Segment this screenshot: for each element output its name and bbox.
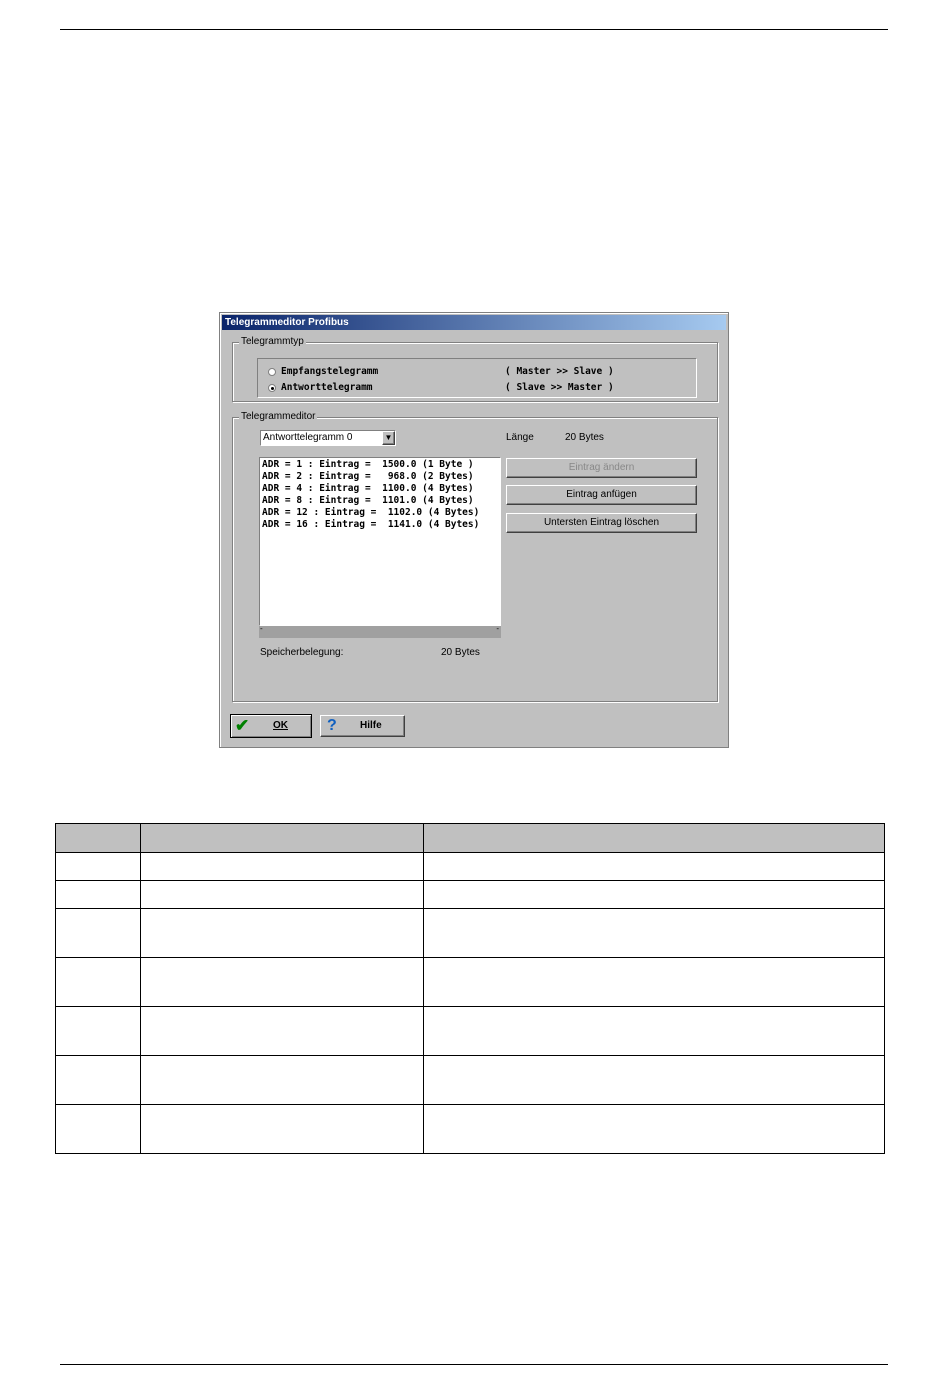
telegram-editor-group [232,411,718,702]
table-cell [424,853,885,881]
telegram-type-legend: Telegrammtyp [241,336,304,347]
table-cell [56,1007,141,1056]
telegram-editor-legend: Telegrammeditor [241,411,316,422]
radio-receive-label: Empfangstelegramm [281,366,379,377]
table-cell [56,1056,141,1105]
table-cell [424,958,885,1007]
table-header-cell [141,824,424,853]
help-icon: ? [327,717,337,734]
response-direction: ( Slave >> Master ) [505,382,614,393]
horizontal-scrollbar[interactable] [259,626,501,638]
telegram-select[interactable] [260,430,396,446]
table-cell [424,909,885,958]
list-item[interactable]: ADR = 4 : Eintrag = 1100.0 (4 Bytes) [262,483,474,494]
telegram-type-group [232,336,718,402]
radio-response[interactable] [268,384,276,392]
table-cell [424,1007,885,1056]
table-cell [56,958,141,1007]
memory-label: Speicherbelegung: [260,647,344,658]
telegram-editor-dialog [219,312,729,748]
list-item[interactable]: ADR = 2 : Eintrag = 968.0 (2 Bytes) [262,471,474,482]
table-header-cell [424,824,885,853]
table-cell [424,881,885,909]
table-cell [141,909,424,958]
table-row [56,853,885,881]
table-cell [141,1007,424,1056]
top-rule [60,29,888,30]
entries-listbox[interactable] [259,457,501,626]
table-row [56,1007,885,1056]
help-button[interactable] [320,715,405,737]
entries-list [260,458,500,531]
list-item[interactable]: ADR = 16 : Eintrag = 1141.0 (4 Bytes) [262,519,480,530]
chevron-down-icon: ▼ [384,433,393,442]
description-table [55,823,885,1154]
ok-button[interactable] [230,714,312,738]
list-item[interactable]: ADR = 1 : Eintrag = 1500.0 (1 Byte ) [262,459,474,470]
scroll-right-icon[interactable]: - [496,624,499,633]
table-cell [424,1056,885,1105]
table-cell [141,853,424,881]
length-label: Länge [506,432,534,443]
table-header-row [56,824,885,853]
table-header-cell [56,824,141,853]
table-row [56,958,885,1007]
table-row [56,1056,885,1105]
table-cell [424,1105,885,1154]
table-cell [141,881,424,909]
radio-response-label: Antworttelegramm [281,382,373,393]
telegram-select-value: Antworttelegramm 0 [263,432,353,443]
table-cell [56,853,141,881]
scroll-left-icon[interactable]: - [260,624,263,633]
telegram-type-box [257,358,697,398]
dialog-title: Telegrammeditor Profibus [222,315,726,330]
change-entry-button[interactable]: Eintrag ändern [506,458,697,478]
list-item[interactable]: ADR = 8 : Eintrag = 1101.0 (4 Bytes) [262,495,474,506]
length-value: 20 Bytes [565,432,604,443]
ok-label: OK [273,720,288,731]
bottom-rule [60,1364,888,1365]
table-cell [56,881,141,909]
checkmark-icon: ✔ [235,716,250,735]
delete-last-entry-button[interactable]: Untersten Eintrag löschen [506,513,697,533]
table-cell [141,1105,424,1154]
table-row [56,1105,885,1154]
receive-direction: ( Master >> Slave ) [505,366,614,377]
table-cell [141,958,424,1007]
help-label: Hilfe [360,720,382,731]
table-cell [56,909,141,958]
memory-value: 20 Bytes [441,647,480,658]
table-row [56,909,885,958]
telegram-select-arrow[interactable] [382,431,395,445]
append-entry-button[interactable]: Eintrag anfügen [506,485,697,505]
radio-option-response[interactable] [268,381,614,395]
list-item[interactable]: ADR = 12 : Eintrag = 1102.0 (4 Bytes) [262,507,480,518]
radio-option-receive[interactable] [268,365,614,379]
radio-receive[interactable] [268,368,276,376]
table-cell [56,1105,141,1154]
table-row [56,881,885,909]
table-cell [141,1056,424,1105]
